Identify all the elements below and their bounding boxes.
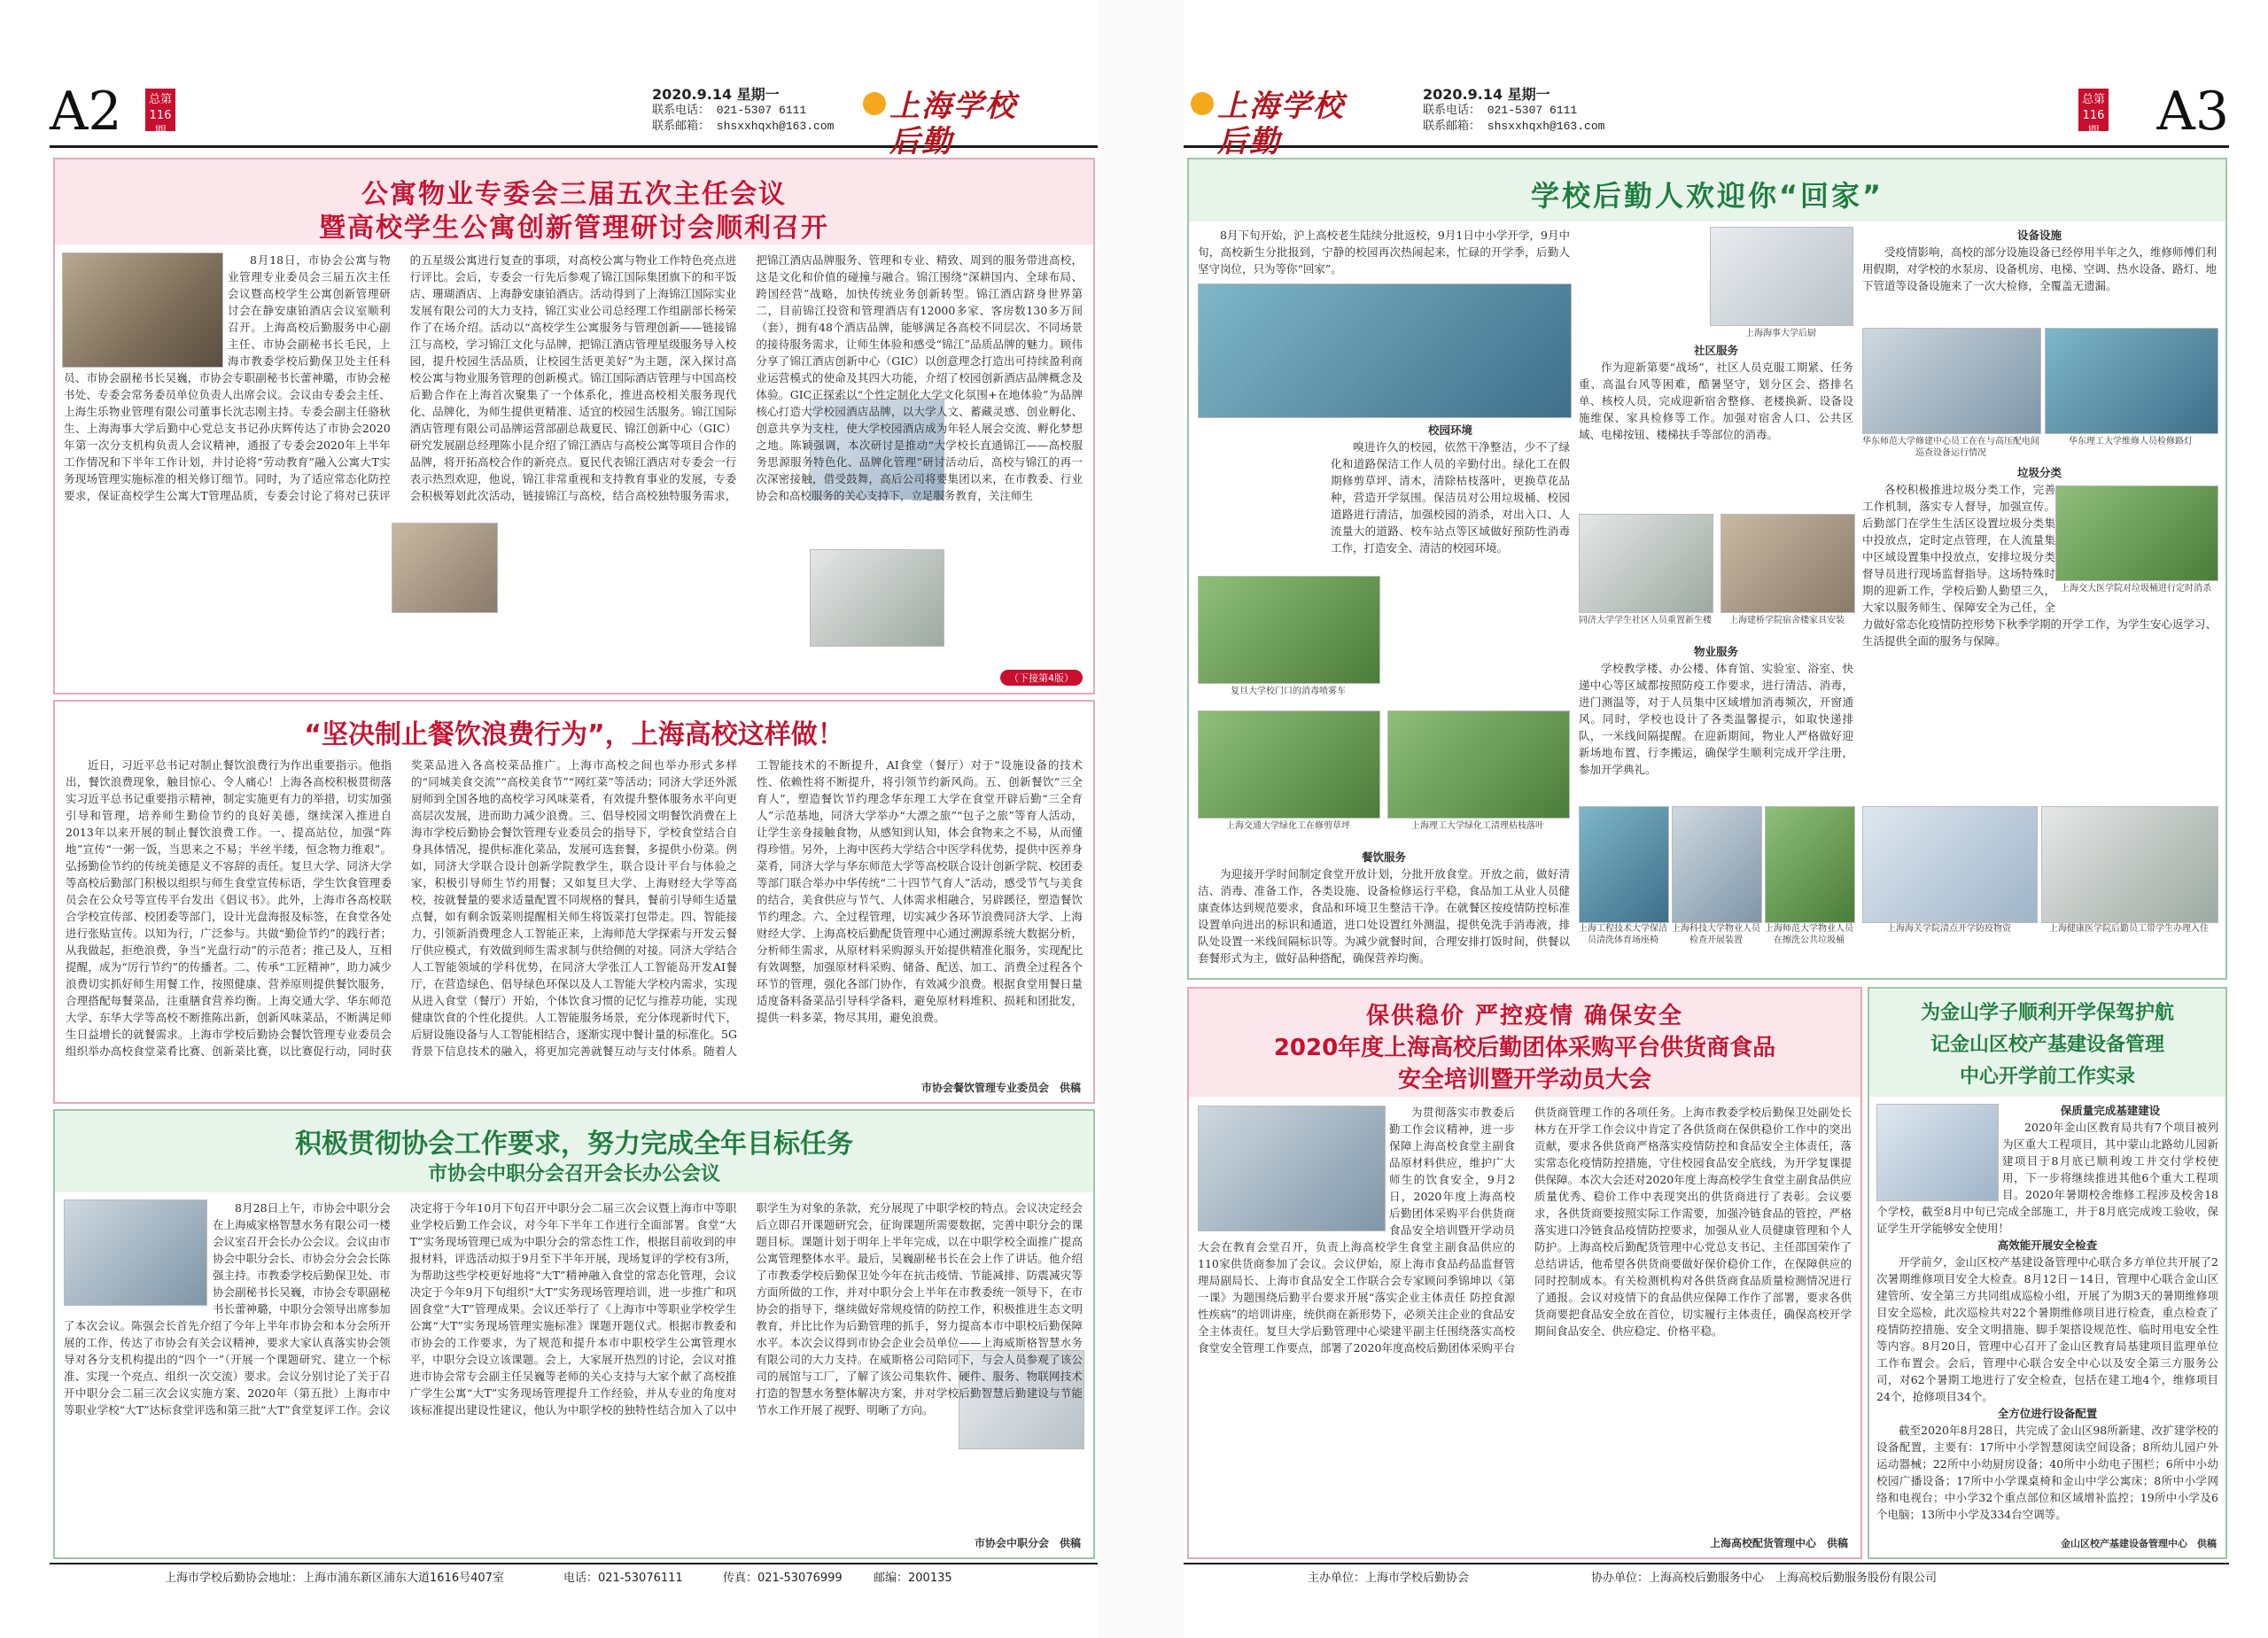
article-food-waste [53,700,1095,1104]
article-body-text: 8月18日，市协会公寓与物业管理专业委员会三届五次主任会议暨高校学生公寓创新管理研讨会在静安康铂酒店会议室顺利召开。上海高校后勤服务中心副主任、市协会副秘书长毛民，上海市教委学校后勤保卫处主任科员、市协会副秘书长吴巍，市协会专职副秘书长蕾神璐，市协会秘书处、专委会常务委员单位负责人出席会议。会议由专委会主任、上海生乐物业管理有限公司董事长沈志刚主持。专委会副主任骆秋生、上海海事大学后勤中心党总支书记孙庆辉传达了市协会2020年第一次分支机构负责人会议精神，通报了专委会2020年上半年工作情况和下半年工作计划，并讨论将“劳动教育”融入公寓大T实务现场管理实施标准的相关修订细节。同时，为了适应常态化防控要求，保证高校学生公寓大T管理品质，专委会讨论了将对已获评的五星级公寓进行复查的事项，对高校公寓与物业工作特色亮点进行评比。会后，专委会一行先后参观了锦江国际集团旗下的和平饭店、珊瑚酒店、上海静安康铂酒店。活动得到了上海锦江国际实业发展有限公司的大力支持，锦江实业公司总经理工作组副部长杨荣作了在场介绍。活动以“高校学生公寓服务与管理创新——链接锦江与高校，学习锦江文化与品牌，把锦江酒店管理星级服务导入校园，提升校园生活品质，让校园生活更美好”为主题，深入探讨高校公寓与物业服务管理的创新模式。锦江国际酒店管理与中国高校后勤合作在上海首次聚集了一个体系化，推进高校相关服务现代化、品牌化，为师生提供更精准、适宜的校园生活服务。锦江国际酒店管理有限公司品牌运营部副总裁夏民、锦江创新中心（GIC）研究发展副总经理陈小昆介绍了锦江酒店与高校公寓等项目合作的品牌，将开拓高校合作的新亮点。夏民代表锦江酒店对专委会一行表示热烈欢迎，他说，锦江非常重视和支持教育事业的发展，专委会积极筹划此次活动，链接锦江与高校，结合高校独特服务需求，把锦江酒店品牌服务、管理和专业、精致、周到的服务带进高校，这是文化和价值的碰撞与融合。锦江围绕“深耕国内、全球布局、跨国经营”战略，加快传统业务创新转型。锦江酒店跻身世界第二，目前锦江投资和管理酒店有12000多家、客房数130多万间（套），拥有48个酒店品牌，能够满足各高校不同层次、不同场景的接待服务需求，让师生体验和感受“锦江”品质品牌的魅力。顾伟分享了锦江酒店创新中心（GIC）以创意理念打造出可持续盈利商业运营模式的使命及其四大功能，介绍了校园创新酒店品牌概念及体验。GIC正探索以“个性定制化大学文化氛围+在地体验”为品牌核心打造大学校园酒店品牌，以大学人文、蓄藏灵感、创业孵化、创意共享为支柱，使大学校园酒店成为年轻人展会交流、孵化梦想之地。陈颖强调，本次研讨是推动“大学校长直通锦江——高校服务思源服务特色化、品牌化管理”研讨活动后，高校与锦江的再一次深密接触，借受鼓舞，高后公司将要集团以来，在市教委、行业协会和高校服务的关心支持下，立足服务教育，关注师生 [64,253,1083,502]
section-catering: 餐饮服务 为迎接开学时间制定食堂开放计划，分批开放食堂。开放之前，做好清洁、消毒、准备工作，各类设施、设备检修运行平稳，食品加工从业人员健康查体达到规范要求，食品和环境卫生整洁干净。在就餐区按疫情防控标准设置单向进出的标识和通道，进口处设置红外测温，提供免洗手消毒液，排队处设置一米线间隔标识等。为减少就餐时间，合理安排打饭时间，供餐以套餐形式为主，做好品种搭配，确保营养均衡。 [1198,850,1570,965]
caption: 上海工程技术大学保洁员清洗体育场座椅 [1579,924,1667,945]
article-title-line2: 暨高校学生公寓创新管理研讨会顺利召开 [319,213,829,244]
article-body [66,757,1083,1074]
article-body: 保质量完成基建建设 2020年金山区教育局共有7个项目被列为区重大工程项目，其中蒙山北路幼儿园新建项目于8月底已顺利竣工并交付学校使用，下一步将继续推进其他6个重大工程项目。2020年暑期校舍维修工程涉及校舍18个学校，截至8月中旬已完成全部施工，并于8月底完成竣工验收，保证学生开学能够安全使用！ 高效能开展安全检查 开学前夕，金山区校产基建设备管理中心联合多方单位共开展了2次暑期维修项目安全大检查。8月12日－14日，管理中心联合金山区建管所、安全第三方共同组成巡检小组，开展了为期3天的暑期维修项目安全巡检，此次巡检共对22个暑期维修项目进行检查，重点检查了疫情防控措施、安全文明措施、脚手架搭设规范性、临时用电安全性等内容。8月20日，管理中心召开了金山区教育局基建项目监理单位工作布置会。会后，管理中心联合安全中心以及安全第三方服务公司，对62个暑期工地进行了安全检查，包括在建工地4个，维修项目24个，抢修项目34个。 全方位进行设备配置 截至2020年8月28日，共完成了金山区98所新建、改扩建学校的设备配置，主要有：17所中小学智慧阅读空间设备；8所幼儿园户外运动器械；22所中小幼厨房设备；40所中小幼电子围栏；6所中小幼校园广播设备；17所中小学课桌椅和金山中学公寓床；8所中小学网络和电视台；中小学32个重点部位和区域增补监控；19所中小学及6个电脑；13所中小学及334台空调等。 [1876,1104,2218,1521]
photo-cleaning-leaves [1387,710,1570,819]
continued-tag: （下接第4版） [1000,670,1083,686]
article-body [64,252,1083,656]
article-title-line1: 为金山学子顺利开学保驾护航 [1920,1002,2174,1024]
photo-checkin [2041,806,2218,923]
photo-trash-bin [1765,806,1855,923]
caption: 上海建桥学院宿舍楼家具安装 [1729,616,1845,625]
newspaper-logo [1192,89,1361,159]
article-title-line3: 中心开学前工作实录 [1959,1066,2135,1088]
photo-stadium [1579,806,1669,923]
issue-badge: 总第116期 [145,89,175,131]
header-contact [1423,87,1604,135]
caption: 上海海关学院清点开学防疫物资 [1887,924,2011,934]
caption: 上海理工大学绿化工清理枯枝落叶 [1411,821,1544,831]
article-title: 学校后勤人欢迎你“回家” [1530,179,1884,213]
footer-postcode: 邮编：200135 [874,1572,952,1585]
header-phone: 联系电话： 021-5307 6111 [652,104,807,117]
footer-phone: 电话：021-53076111 [563,1572,683,1585]
article-title-line2: 2020年度上海高校后勤团体采购平台供货商食品 [1273,1035,1776,1061]
article-body [64,1199,1083,1525]
page-footer [50,1563,1098,1595]
page-header [1184,81,2229,159]
footer-address: 上海市学校后勤协会地址：上海市浦东新区浦东大道1616号407室 [165,1572,504,1585]
photo-substation [1862,328,2041,434]
section-community: 社区服务 作为迎新第要“战场”，社区人员克服工期紧、任务重、高温台风等困难，酷暑坚守，划分区会、搭排名单、核校人员，完成迎新宿舍整修、老楼换新、设备设施维保、家具检修等工作。加强对宿舍人口、公共区域、电梯按钮、楼梯扶手等部位的消毒。 [1579,344,1853,441]
section-garbage: 垃圾分类 各校积极推进垃圾分类工作，完善工作机制，落实专人督导，加强宣传。后勤部门在学生生活区设置垃圾分类集中投放点，定时定点管理，在人流量集中区域设置集中投放点，安排垃圾分类督导员进行现场监督指导。这场特殊时期的迎新工作，学校后勤人勤望三久，大家以服务师生、保障安全为己任，全力做好常态化疫情防控形势下秋季学期的开学工作，为学生安心返学习、生活提供全面的服务与保障。 [1862,466,2217,648]
newspaper-logo [865,89,1033,159]
caption: 上海交通大学绿化工在修剪草坪 [1226,821,1350,831]
photo-streetlight [2045,328,2218,434]
header-date: 2020.9.14 星期一 [652,86,780,103]
article-title-line1: 保供稳价 严控疫情 确保安全 [1365,1003,1684,1029]
caption: 上海海事大学后厨 [1745,329,1816,338]
article-body [1198,1104,1852,1520]
caption: 华东理工大学维修人员检修路灯 [2069,437,2193,446]
caption: 复旦大学校门口的消毒喷雾车 [1231,687,1346,696]
header-email: 联系邮箱： shsxxhqxh@163.com [652,120,835,133]
caption: 华东师范大学修建中心员工在在与高压配电间巡查设备运行情况 [1862,437,2039,458]
photo-inspection [1672,806,1762,923]
page-a2 [50,53,1098,1595]
photo-supplies [1862,806,2038,923]
photo-garbage-sorting [2055,485,2218,581]
caption: 上海交大医学院对垃圾桶进行定时消杀 [2061,584,2211,594]
article-intro: 8月下旬开始，沪上高校老生陆续分批返校，9月1日中小学开学，9月中旬，高校新生分批报到，宁静的校园再次热闹起来，忙碌的开学季，后勤人坚守岗位，只为等你“回家”。 [1198,229,1570,276]
article-author: 金山区校产基建设备管理中心 供稿 [2061,1538,2217,1549]
article-food-supplier-training [1187,987,1862,1559]
page-header [50,81,1098,159]
footer-fax: 传真：021-53076999 [723,1572,843,1585]
caption: 上海科技大学物业人员检查开展装置 [1672,924,1760,945]
photo-disinfect-truck [1198,576,1380,684]
page-footer [1184,1563,2229,1595]
logo-sun-icon [1191,92,1214,115]
section-campus-env: 校园环境 嗅进许久的校园，依然干净整洁，少不了绿化和道路保洁工作人员的辛勤付出。绿化工在假期修剪草坪、清木，清除枯枝落叶，更换草花品种，营造开学氛围。保洁员对公用垃圾桶、校园道路进行清洁，加强校园的消杀，对出入口、人流量大的道路、校车站点等区域做好预防性消毒工作，打造安全、清洁的校园环境。 [1331,423,1570,555]
header-email: 联系邮箱： shsxxhqxh@163.com [1423,120,1605,133]
article-subtitle: 市协会中职分会召开会长办公会议 [427,1163,720,1185]
article-title-line2: 记金山区校产基建设备管理 [1930,1034,2164,1056]
article-body-text: 为贯彻落实市教委后勤工作会议精神，进一步保障上海高校食堂主副食品原材料供应，维护广大师生的饮食安全，9月2日，2020年度上海高校后勤团体采购平台供货商食品安全培训暨开学动员大会在教育会堂召开，负责上海高校学生食堂主副食品供应的110家供货商参加了会议。会议伊始，原上海市食品药品监督管理局副局长、上海市食品安全工作联合会专家顾问季锦坤以《第一课》为题围绕后勤平台要求开展“落实企业主体责任 防控食源性疾病”的培训讲座，统供商在新形势下，必须关注企业的食品安全主体责任。复旦大学后勤管理中心梁建平副主任围绕落实高校食堂安全管理工作要点，部署了2020年度高校后勤团体采购平台供货商管理工作的各项任务。上海市教委学校后勤保卫处副处长林方在开学工作会议中肯定了各供货商在保供稳价工作中的突出贡献，要求各供货商严格落实疫情防控和食品安全主体责任，落实常态化疫情防控措施，守住校园食品安全底线，为开学复课提供保障。本次大会还对2020年度上海高校学生食堂主副食品供应质量优秀、稳价工作中表现突出的供货商进行了表彰。会议要求，各供货商要按照实际工作需要，加强冷链食品的管控，严格落实进口冷链食品疫情防控要求，加强从业人员健康管理和个人防护。上海高校后勤配货管理中心党总支书记、主任邵国荣作了总结讲话，他希望各供货商要做好保价稳价工作，在保障供应的同时控制成本。有关检测机构对各供货商食品质量检测情况进行了通报。会议对疫情下的食品供应保障工作作了部署，要求各供货商要把食品安全放在首位，切实履行主体责任，确保高校开学期间食品安全、供应稳定、价格平稳。 [1198,1106,1852,1355]
article-body-text: 8月28日上午，市协会中职分会在上海威家格智慧水务有限公司一楼会议室召开会长办公会议。会议由市协会中职分会长、市协会分会会长陈强主持。市教委学校后勤保卫处、市协会副秘书长吴巍，市协会专职副秘书长蕾神璐，中职分会领导出席参加了本次会议。陈强会长首先介绍了今年上半年市协会和本分会所开展的工作，传达了市协会有关会议精神，要求大家认真落实协会领导对各分支机构提出的“四个一”（开展一个课题研究、建立一个标准、实现一个亮点、组织一次交流）要求。会议分别讨论了关于召开中职分会二届三次会议实施方案、2020年（第五批）上海市中等职业学校“大T”达标食堂评选和第三批“大T”食堂复评工作。会议决定将于今年10月下旬召开中职分会二届三次会议暨上海市中等职业学校后勤工作会议，对今年下半年工作进行全面部署。食堂“大T”实务现场管理已成为中职分会的常态性工作，根据目前收到的申报材料，评选活动拟于9月至下半年开展，现场复评的学校有3所，为帮助这些学校更好地将“大T”精神融入食堂的常态化管理，会议决定于今年9月下旬组织“大T”实务现场管理培训，进一步推广和巩固食堂“大T”管理成果。会议还举行了《上海市中等职业学校学生公寓“大T”实务现场管理实施标准》课题开题仪式。根据市教委和市协会的工作要求，为了规范和提升本市中职校学生公寓管理水平，中职分会设立该课题。会上，大家展开热烈的讨论，会议对推进市协会常专会副主任吴巍等老师的关心支持与大家个献了高校推广学生公寓“大T”实务现场管理提升工作经验，并从专业的角度对该标准提出建设性建议，他认为中职学校的独特性结合加入了以中职学生为对象的条款，充分展现了中职学校的特点。会议决定经会后立即召开课题研究会，征询课题所需要数据，完善中职分会的课题目标。课题计划于明年上半年完成，以在中职学校全面推广提高公寓管理整体水平。最后，吴巍副秘书长在会上作了讲话。他介绍了市教委学校后勤保卫处今年在抗击疫情、节能减排、防震减灾等方面所做的工作，并对中职分会上半年在市教委统一领导下，在市协会的指导下，继续做好常规疫情的防控工作，积极推进生态文明教育，并比比作为后勤管理的抓手，努力提高本市中职校后勤保障水平。本次会议得到市协会企业会员单位——上海威斯格智慧水务有限公司的大力支持。在威斯格公司陪同下，与会人员参观了该公司的展馆与工厂，了解了该公司集软件、硬件、服务、物联网技术打造的智慧水务整体解决方案，并对学校后勤智慧后勤建设与节能节水工作开展了视野、明晰了方向。 [64,1201,1083,1417]
caption: 上海健康医学院后勤员工带学生办理入住 [2049,924,2209,934]
photo-furniture [1720,514,1855,613]
article-jinshan [1868,987,2227,1559]
welcome-photo [1198,283,1572,418]
article-title: 积极贯彻协会工作要求，努力完成全年目标任务 [295,1129,853,1160]
article-apartment-meeting [53,158,1095,695]
section-equipment: 设备设施 受疫情影响，高校的部分设施设备已经停用半年之久，维修师傅们利用假期，对学校的水泵房、设备机房、电梯、空调、热水设备、路灯、地下管道等设备设施来了一次大检修，全覆盖无遗漏。 [1862,229,2217,292]
photo-kitchen [1710,227,1853,326]
page-number: A2 [50,81,122,143]
article-author: 上海高校配货管理中心 供稿 [1709,1537,1848,1549]
footer-sponsor: 主办单位：上海市学校后勤协会 [1308,1572,1470,1585]
article-author: 市协会餐饮管理专业委员会 供稿 [920,1082,1081,1094]
page-number: A3 [2156,81,2229,143]
logo-text: 上海学校后勤 [889,89,1017,159]
article-title: “坚决制止餐饮浪费行为”，上海高校这样做！ [304,719,844,750]
logo-text: 上海学校后勤 [1217,89,1345,159]
photo-lawn-mowing [1198,710,1380,819]
header-contact [652,87,834,135]
article-vocational-meeting [53,1109,1095,1559]
photo-dorm [1579,514,1713,613]
header-phone: 联系电话： 021-5307 6111 [1423,104,1578,117]
article-title-line1: 公寓物业专委会三届五次主任会议 [361,179,787,210]
caption: 同济大学学生社区人员重置新生楼 [1579,616,1712,625]
page-fold [1098,0,1184,1638]
article-welcome-home [1187,158,2227,980]
article-body-text: 近日，习近平总书记对制止餐饮浪费行为作出重要指示。他指出，餐饮浪费现象，触目惊心、令人痛心！上海各高校积极贯彻落实习近平总书记重要指示精神，制定实施更有力的举措，切实加强引导和管理，培养师生勤俭节约的良好美德，继续深入推进自2013年以来开展的制止餐饮浪费工作。一、提高站位，加强“阵地”宣传“一粥一饭，当思来之不易；半丝半缕，恒念物力维艰”。弘扬勤俭节约的传统美德是义不容辞的责任。复旦大学、同济大学等高校后勤部门积极以组织与师生食堂宣传标语，学生饮食管理委员会在公众号等宣传平台发出《倡议书》。此外，上海市各高校联合学校宣传部、校团委等部门，设计光盘海报及标签，在食堂各处进行张贴宣传。以知为行，广泛参与。共做“勤俭节约”的践行者；从我做起，拒绝浪费，争当“光盘行动”的示范者；推己及人，互相提醒，成为“厉行节约”的传播者。二、传承“工匠精神”，助力减少浪费切实抓好师生用餐工作，按照健康、营养原则提供餐饮服务，合理搭配每餐菜品，注重膳食营养均衡。上海交通大学、华东师范大学、东华大学等高校不断推陈出新，创新风味菜品，不断满足师生日益增长的就餐需求。上海市学校后勤协会餐饮管理专业委员会组织举办高校食堂菜肴比赛、创新菜比赛，以比赛促行动，同时获奖菜品进入各高校菜品推广。上海市高校之间也举办形式多样的“同城美食交流”“高校美食节”“网红菜”等活动；同济大学还外派厨师到全国各地的高校学习风味菜肴，有效提升整体服务水平向更高层次发展，进而助力减少浪费。三、倡导校园文明餐饮消费在上海市学校后勤协会餐饮管理专业委员会的指导下，学校食堂结合自身具体情况，提供标准化菜品，发展可选套餐，多提供小份菜。例如，同济大学联合设计创新学院教学生，联合设计平台与体验之家，积极引导师生节约用餐；又如复旦大学、上海财经大学等高校，按就餐量的要求适量配置不同规格的餐具，餐前引导师生适量点餐，如有剩余饭菜则提醒相关师生将饭菜打包带走。四、智能接力，引领新消费理念人工智能正来，上海师范大学探索与开发云餐厅供应模式，有效做到师生需求制与供给侧的对接。同济大学结合人工智能领域的学科优势，在同济大学张江人工智能岛开发AI餐厅，在营造绿色、倡导绿色环保以及人工智能大学校内需求，实现从进入食堂（餐厅）开始，个体饮食习惯的记忆与推荐功能，实现健康饮食的个性化提供。人工智能服务场景，充分体现新时代下，后厨设施设备与人工智能相结合，逐渐实现中餐计量的标准化。5G背景下信息技术的融入，将更加完善就餐互动与支付体系。随着人工智能技术的不断提升，AI食堂（餐厅）对于“设施设备的技术性、依赖性将不断提升，将引领节约新风尚。五、创新餐饮“三全育人”，塑造餐饮节约理念华东理工大学在食堂开辟后勤“三全育人”示范基地，同济大学举办“大漂之旅”“包子之旅”等育人活动，让学生亲身接触食物，从感知到认知，体会食物来之不易，从而懂得珍惜。另外，上海中医药大学结合中医学科优势，提供中医养身菜肴，同济大学与华东师范大学等高校联合设计创新学院、校团委等部门联合举办中华传统“二十四节气育人”活动，感受节气与美食的结合，美食供应与节气、人体需求相融合，另辟蹊径，塑造餐饮节约理念。六、全过程管理，切实减少各环节浪费同济大学、上海财经大学、上海高校后勤配货管理中心通过溯源系统大数据分析，分析师生需求，从原材料采购源头开始提供精准化服务，实现配比有效调整，加强原材料采购、储备、配送、加工、消费全过程各个环节的管理，强化各部门协作，有效减少浪费。根据食堂用餐日量适度备料备菜品引导科学备料，避免原材料堆积、损耗和团批发，提供一料多菜，物尽其用，避免浪费。 [66,758,1083,1058]
footer-co-org: 协办单位：上海高校后勤服务中心 上海高校后勤服务股份有限公司 [1591,1572,1938,1585]
caption: 上海师范大学物业人员在擦洗公共垃圾桶 [1765,924,1853,945]
page-a3 [1184,53,2229,1595]
section-property: 物业服务 学校教学楼、办公楼、体育馆、实验室、浴室、快递中心等区域都按照防疫工作要求，进行清洁、消毒，进门测温等，对于人员集中区域增加消毒频次，开窗通风。同时，学校也设计了各类温馨提示，如取快递排队，一米线间隔提醒。在迎新期间，物业人严格做好迎新场地布置、行李搬运，确保学生顺利完成开学注册，参加开学典礼。 [1579,645,1853,776]
logo-sun-icon [863,92,886,115]
article-author: 市协会中职分会 供稿 [974,1537,1081,1549]
issue-badge: 总第116期 [2078,89,2109,131]
header-date: 2020.9.14 星期一 [1423,86,1550,103]
article-title-line3: 安全培训暨开学动员大会 [1397,1067,1651,1093]
